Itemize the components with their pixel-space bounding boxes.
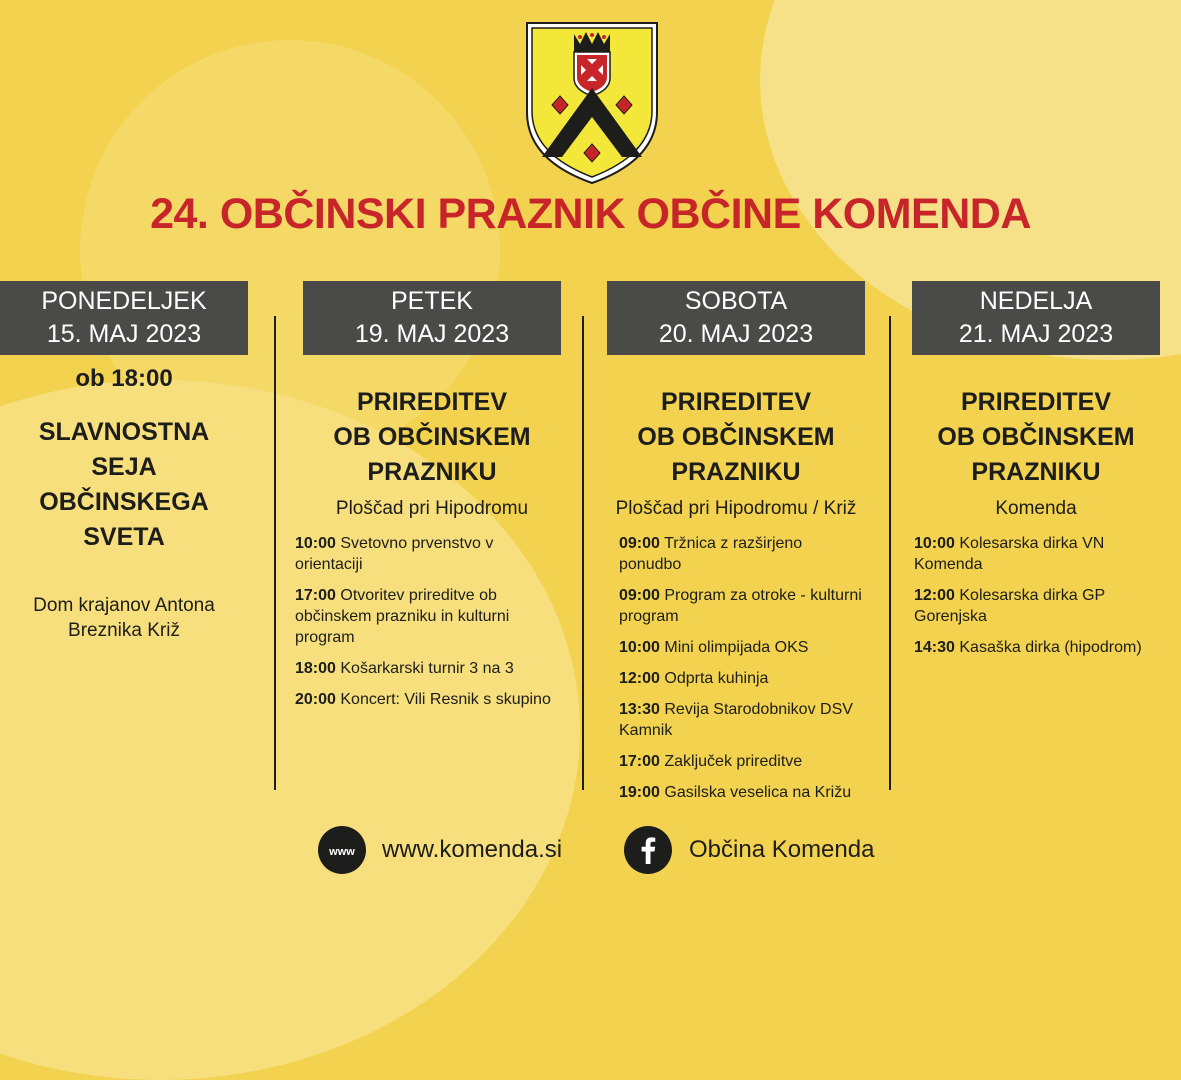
day-column-friday: [295, 281, 561, 720]
event-title: PRIREDITEV OB OBČINSKEM PRAZNIKU: [637, 388, 835, 486]
event-location: Ploščad pri Hipodromu: [335, 498, 529, 519]
column-divider: [889, 316, 891, 790]
facebook-glyph: [624, 826, 672, 874]
www-icon[interactable]: www: [318, 826, 366, 874]
schedule-item: 17:00 Zaključek prireditve: [619, 753, 803, 770]
schedule-item: 10:00 Mini olimpijada OKS: [619, 639, 809, 656]
schedule-item: 20:00 Koncert: Vili Resnik s skupino: [295, 691, 551, 708]
schedule-item: 10:00 Kolesarska dirka VN Komenda: [914, 535, 1105, 573]
schedule-item: 18:00 Košarkarski turnir 3 na 3: [295, 660, 514, 677]
day-column-monday: [0, 281, 248, 643]
day-date: 19. MAJ 2023: [354, 320, 510, 348]
schedule-item: 10:00 Svetovno prvenstvo v orientaciji: [295, 535, 494, 573]
event-location: Ploščad pri Hipodromu / Križ: [615, 498, 857, 519]
column-divider: [582, 316, 584, 790]
event-title: PRIREDITEV OB OBČINSKEM PRAZNIKU: [937, 388, 1135, 486]
schedule-item: 09:00 Tržnica z razširjeno ponudbo: [619, 535, 803, 573]
schedule-item: 12:00 Odprta kuhinja: [619, 670, 769, 687]
day-name: PETEK: [391, 287, 473, 315]
day-header: [912, 281, 1160, 355]
day-name: PONEDELJEK: [41, 287, 207, 315]
day-header: [303, 281, 561, 355]
day-header: [607, 281, 865, 355]
day-date: 21. MAJ 2023: [958, 320, 1114, 348]
day-column-saturday: [607, 281, 865, 813]
column-divider: [274, 316, 276, 790]
event-location: Komenda: [995, 498, 1077, 519]
schedule-list: [912, 533, 1160, 658]
day-date: 15. MAJ 2023: [46, 320, 202, 348]
schedule-list: [295, 533, 561, 710]
event-location: Dom krajanov Antona Breznika Križ: [33, 595, 215, 641]
website-link[interactable]: www.komenda.si: [382, 836, 563, 863]
page-title: 24. OBČINSKI PRAZNIK OBČINE KOMENDA: [150, 190, 1031, 238]
day-column-sunday: [912, 281, 1160, 668]
day-date: 20. MAJ 2023: [658, 320, 814, 348]
event-title: SLAVNOSTNA SEJA OBČINSKEGA SVETA: [38, 418, 210, 551]
facebook-link[interactable]: Občina Komenda: [689, 836, 875, 863]
coat-of-arms-logo: [524, 20, 660, 186]
schedule-item: 17:00 Otvoritev prireditve ob občinskem prazniku in kulturni program: [295, 587, 510, 646]
day-header: [0, 281, 248, 355]
schedule-item: 19:00 Gasilska veselica na Križu: [619, 784, 852, 801]
schedule-item: 14:30 Kasaška dirka (hipodrom): [914, 639, 1142, 656]
schedule-item: 13:30 Revija Starodobnikov DSV Kamnik: [619, 701, 853, 739]
day-name: NEDELJA: [979, 287, 1093, 315]
schedule-item: 12:00 Kolesarska dirka GP Gorenjska: [914, 587, 1105, 625]
facebook-icon[interactable]: [624, 826, 672, 874]
schedule-list: [607, 533, 865, 803]
event-time: ob 18:00: [75, 365, 173, 392]
schedule-item: 09:00 Program za otroke - kulturni program: [619, 587, 862, 625]
event-title: PRIREDITEV OB OBČINSKEM PRAZNIKU: [333, 388, 531, 486]
day-name: SOBOTA: [684, 287, 788, 315]
